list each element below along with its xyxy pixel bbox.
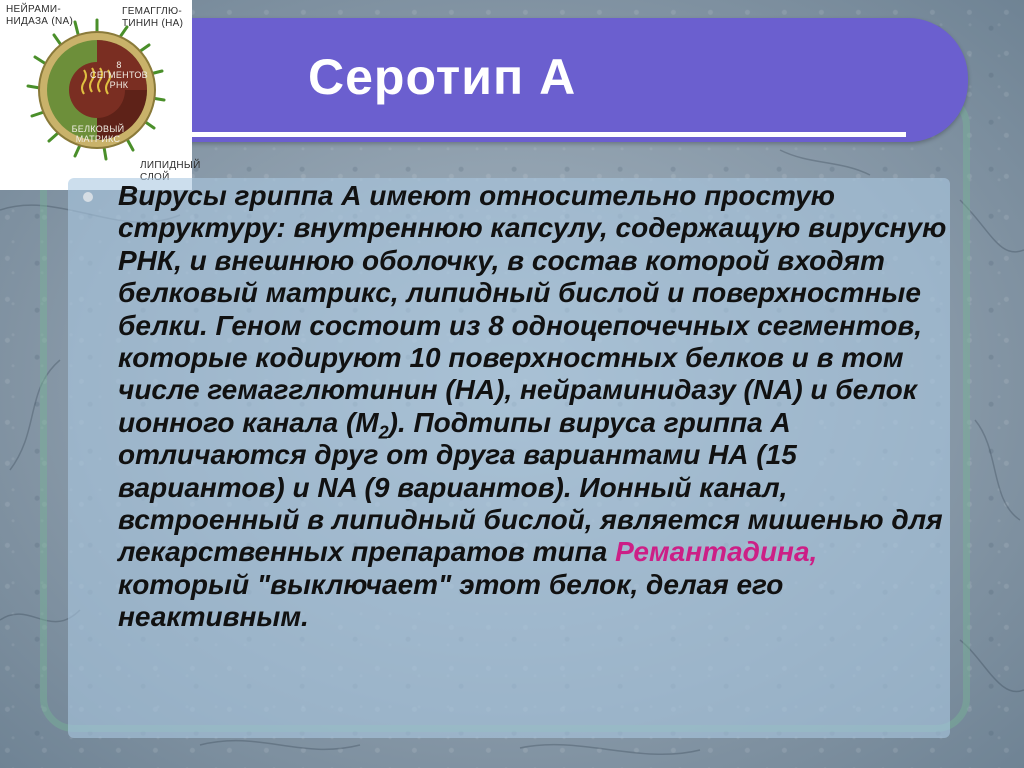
label-lipid-layer: ЛИПИДНЫЙ	[140, 160, 201, 171]
body-text-part1: Вирусы гриппа А имеют относительно простую структуру: внутреннюю капсулу, содержащую вирусную РНК, и внешнюю оболочку, в состав которой входят белковый матрикс, липидный бислой и поверхностные белки. Геном состоит из 8 одноцепочечных сегментов, которые кодируют 10 поверхностных белков и в том числе гемагглютинин (НА), нейраминидазу (NA) и белок ионного канала (М	[118, 180, 947, 438]
title-underline	[190, 132, 906, 137]
body-paragraph	[118, 180, 948, 634]
label-hemagglutinin: ГЕМАГГЛЮ- ТИНИН (HA)	[122, 6, 184, 29]
slide-title: Серотип А	[308, 49, 577, 105]
body-text-part3: который "выключает" этот белок, делая его неактивным.	[118, 568, 784, 633]
title-banner	[168, 18, 968, 142]
bullet-point	[83, 192, 93, 202]
drug-name-highlight: Ремантадина,	[615, 536, 818, 568]
body-text-part2: ). Подтипы вируса гриппа А отличаются друг от друга вариантами НА (15 вариантов) и NA (9 вариантов). Ионный канал, встроенный в липидный бислой, является мишенью для лекарственных препаратов типа	[118, 406, 943, 568]
label-rna-segments: 8 СЕГМЕНТОВ РНК	[90, 60, 148, 90]
body-subscript: 2	[378, 422, 389, 443]
virus-structure-diagram	[0, 0, 201, 190]
label-protein-matrix: БЕЛКОВЫЙ МАТРИКС	[71, 124, 125, 144]
label-neuraminidase: НЕЙРАМИ- НИДАЗА (NA)	[6, 4, 74, 27]
